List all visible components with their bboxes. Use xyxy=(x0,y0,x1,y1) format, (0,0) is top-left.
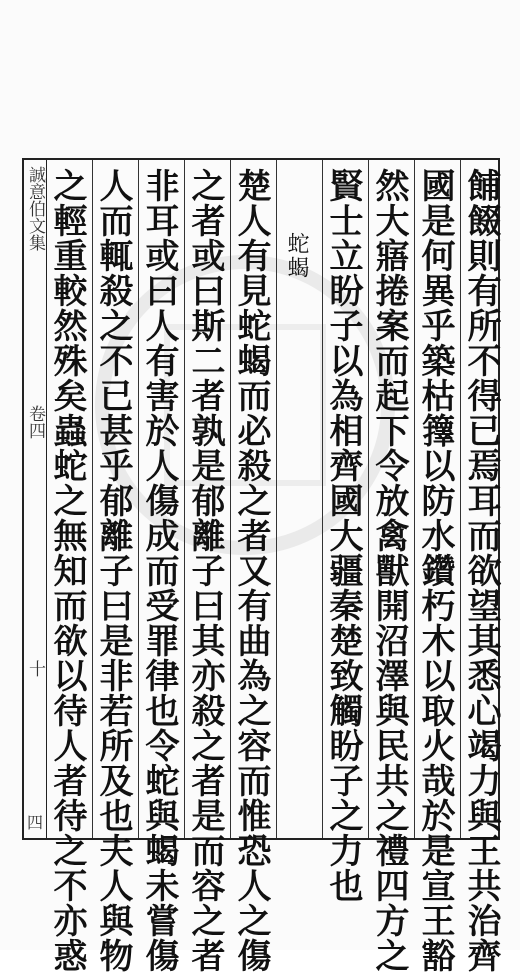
text-column-2: 國是何異乎築枯籜以防水鑽朽木以取火哉於是宣王豁 xyxy=(415,168,455,973)
section-heading: 蛇蝎 xyxy=(284,232,309,280)
text-column-3: 然大寤捲案而起下令放禽獸開沼澤與民共之禮四方之 xyxy=(369,168,409,973)
text-column-7: 之者或曰斯二者孰是郁離子曰其亦殺之者是而容之者 xyxy=(185,168,225,973)
text-column-10: 之輕重較然殊矣蟲蛇之無知而欲以待人者待之不亦惑 xyxy=(47,168,87,973)
column-rule xyxy=(276,160,277,838)
margin-book-title: 誠意伯文集 xyxy=(25,166,45,251)
center-margin-strip xyxy=(24,160,47,838)
margin-page-mark: 四 xyxy=(26,813,43,832)
text-column-9: 人而輒殺之不已甚乎郁離子曰是非若所及也夫人與物 xyxy=(93,168,133,973)
text-column-6: 楚人有見蛇蝎而必殺之者又有曲為之容而惟恐人之傷 xyxy=(231,168,271,973)
margin-volume-number: 卷四 xyxy=(25,405,45,439)
text-column-1: 餔餟則有所不得已焉耳而欲望其悉心竭力與王共治齊 xyxy=(461,168,501,973)
text-column-8: 非耳或曰人有害於人傷成而受罪律也令蛇與蝎未嘗傷 xyxy=(139,168,179,973)
margin-leaf-number: 十 xyxy=(25,660,45,677)
text-frame xyxy=(22,158,501,973)
text-column-4: 賢士立盼子以為相齊國大疆秦楚致觸盼子之力也 xyxy=(323,168,363,903)
